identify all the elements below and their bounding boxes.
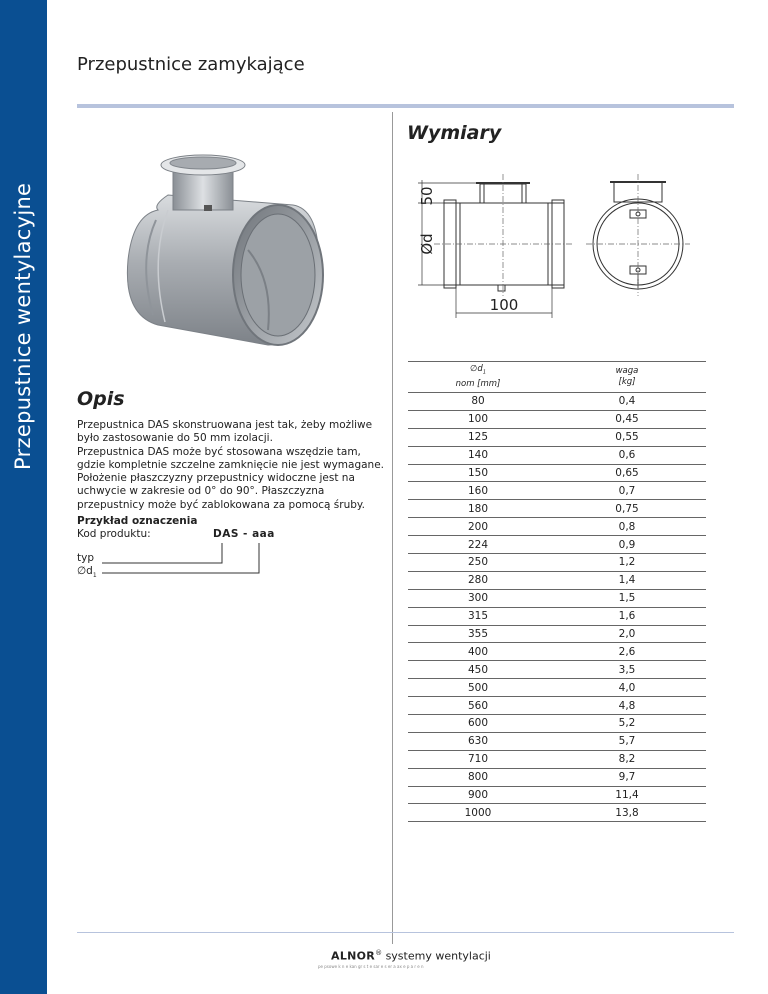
description-paragraph: Przepustnica DAS może być stosowana wszędzie tam, gdzie kompletnie szczelne zamknięcie nie jest wymagane. — [77, 445, 385, 471]
cell-weight: 1,4 — [548, 571, 706, 589]
cell-weight: 0,6 — [548, 446, 706, 464]
typ-label: typ — [77, 552, 94, 564]
table-row — [408, 464, 706, 482]
dimension-drawing — [408, 170, 708, 320]
cell-weight: 1,5 — [548, 589, 706, 607]
cell-diameter: 160 — [408, 482, 548, 500]
table-row — [408, 410, 706, 428]
table-row — [408, 428, 706, 446]
table-row — [408, 661, 706, 679]
cell-diameter: 630 — [408, 732, 548, 750]
cell-diameter: 1000 — [408, 804, 548, 822]
dim-d-label: Ød — [418, 233, 436, 255]
cell-weight: 0,4 — [548, 393, 706, 411]
weight-table-wrap — [408, 361, 706, 822]
table-header-row — [408, 362, 706, 393]
cell-diameter: 80 — [408, 393, 548, 411]
table-row — [408, 750, 706, 768]
description-paragraph: Położenie płaszczyzny przepustnicy widoczne jest na uchwycie w zakresie od 0° do 90°. Płaszczyzna przepustnicy może być zablokowana za pomocą śruby. — [77, 472, 365, 511]
table-row — [408, 715, 706, 733]
col-header-weight-line2: [kg] — [618, 377, 636, 387]
cell-diameter: 125 — [408, 428, 548, 446]
cell-weight: 4,8 — [548, 697, 706, 715]
cell-weight: 0,45 — [548, 410, 706, 428]
cell-weight: 0,65 — [548, 464, 706, 482]
cell-diameter: 600 — [408, 715, 548, 733]
sidebar-label: Przepustnice wentylacyjne — [11, 182, 35, 470]
code-value: DAS - aaa — [213, 528, 275, 540]
table-row — [408, 482, 706, 500]
brand-tagline: systemy wentylacji — [385, 949, 491, 963]
table-row — [408, 607, 706, 625]
cell-weight: 2,0 — [548, 625, 706, 643]
col-header-diameter — [408, 362, 548, 393]
table-body — [408, 393, 706, 822]
cell-weight: 1,2 — [548, 554, 706, 572]
example-heading: Przykład oznaczenia — [77, 515, 198, 527]
cell-diameter: 280 — [408, 571, 548, 589]
cell-weight: 11,4 — [548, 786, 706, 804]
cell-diameter: 180 — [408, 500, 548, 518]
cell-diameter: 224 — [408, 536, 548, 554]
top-divider — [77, 104, 734, 108]
dimensions-title: Wymiary — [407, 122, 502, 144]
table-row — [408, 768, 706, 786]
bottom-divider — [77, 932, 734, 933]
cell-diameter: 300 — [408, 589, 548, 607]
col-header-diameter-sub: 1 — [482, 369, 486, 376]
table-row — [408, 625, 706, 643]
table-row — [408, 446, 706, 464]
weight-table — [408, 361, 706, 822]
code-leader-lines — [97, 540, 267, 576]
d-label-sub: 1 — [92, 572, 97, 580]
cell-diameter: 355 — [408, 625, 548, 643]
cell-weight: 0,8 — [548, 518, 706, 536]
cell-weight: 8,2 — [548, 750, 706, 768]
cell-diameter: 710 — [408, 750, 548, 768]
cell-diameter: 400 — [408, 643, 548, 661]
cell-weight: 13,8 — [548, 804, 706, 822]
table-row — [408, 518, 706, 536]
table-row — [408, 571, 706, 589]
cell-weight: 5,7 — [548, 732, 706, 750]
col-header-diameter-line2: nom [mm] — [455, 378, 501, 389]
dim-50-label: 50 — [418, 186, 436, 206]
table-row — [408, 393, 706, 411]
page-title: Przepustnice zamykające — [77, 54, 305, 75]
description-paragraph: Przepustnica DAS skonstruowana jest tak, żeby możliwe było zastosowanie do 50 mm izolacji. — [77, 419, 373, 445]
col-header-weight — [548, 362, 706, 393]
code-label: Kod produktu: — [77, 528, 151, 540]
cell-weight: 5,2 — [548, 715, 706, 733]
cell-diameter: 150 — [408, 464, 548, 482]
cell-weight: 0,7 — [548, 482, 706, 500]
footer-brand — [331, 949, 491, 963]
dim-100-label: 100 — [489, 296, 519, 314]
product-image — [118, 150, 338, 350]
cell-diameter: 500 — [408, 679, 548, 697]
table-row — [408, 732, 706, 750]
table-row — [408, 804, 706, 822]
brand-logo: ALNOR — [331, 949, 376, 963]
table-row — [408, 697, 706, 715]
cell-diameter: 100 — [408, 410, 548, 428]
cell-diameter: 200 — [408, 518, 548, 536]
d-label — [77, 565, 97, 579]
sidebar — [0, 0, 47, 994]
cell-weight: 9,7 — [548, 768, 706, 786]
cell-diameter: 315 — [408, 607, 548, 625]
cell-weight: 0,75 — [548, 500, 706, 518]
cell-diameter: 250 — [408, 554, 548, 572]
description-title: Opis — [77, 388, 125, 410]
cell-weight: 3,5 — [548, 661, 706, 679]
cell-diameter: 560 — [408, 697, 548, 715]
cell-diameter: 140 — [408, 446, 548, 464]
col-header-diameter-line1: ∅d — [470, 364, 483, 375]
table-row — [408, 643, 706, 661]
brand-reg: ® — [375, 949, 383, 957]
cell-weight: 4,0 — [548, 679, 706, 697]
table-row — [408, 679, 706, 697]
cell-weight: 2,6 — [548, 643, 706, 661]
column-divider — [392, 112, 393, 944]
cell-weight: 0,9 — [548, 536, 706, 554]
table-row — [408, 786, 706, 804]
cell-diameter: 800 — [408, 768, 548, 786]
d-label-text: ∅d — [77, 565, 93, 577]
table-row — [408, 554, 706, 572]
cell-weight: 0,55 — [548, 428, 706, 446]
description-text — [77, 419, 387, 512]
footer-fine-print: pe psowe k n e kan gr s t e sar e s er a ax e p a r e n — [318, 964, 424, 969]
cell-diameter: 900 — [408, 786, 548, 804]
table-row — [408, 536, 706, 554]
cell-diameter: 450 — [408, 661, 548, 679]
col-header-weight-line1: waga — [615, 366, 639, 376]
table-row — [408, 500, 706, 518]
cell-weight: 1,6 — [548, 607, 706, 625]
table-row — [408, 589, 706, 607]
